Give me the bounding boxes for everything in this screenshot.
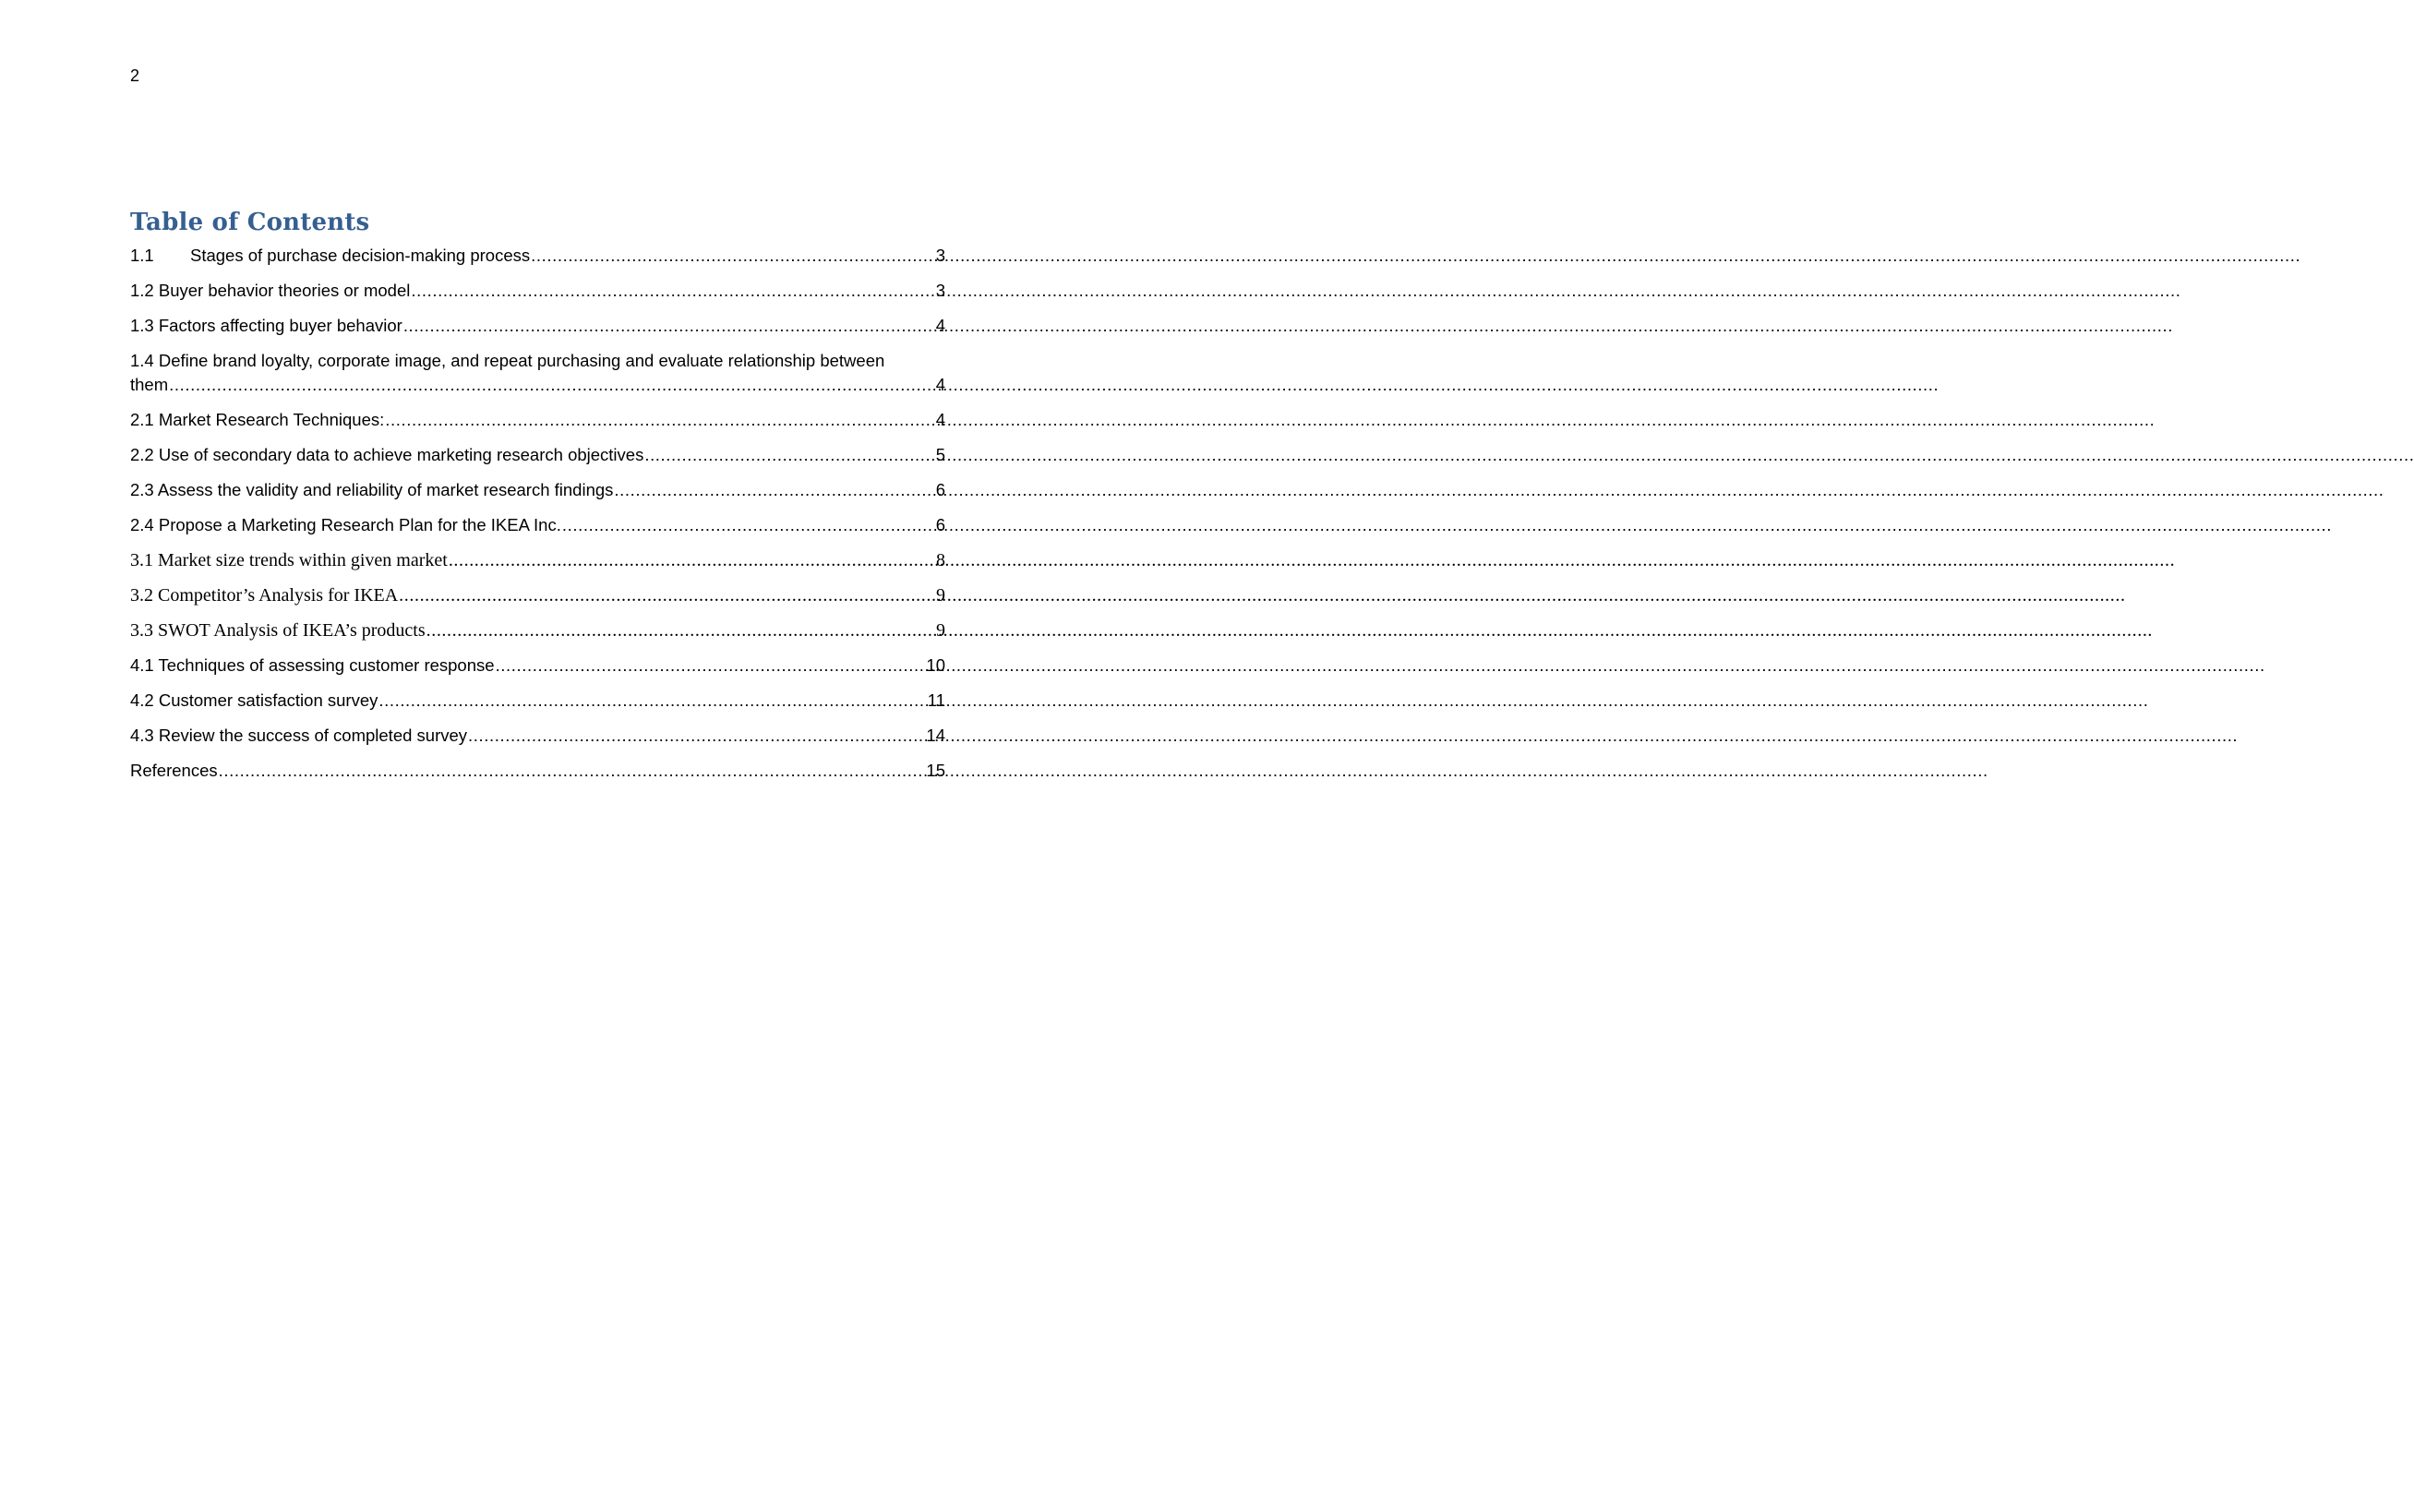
toc-entry-page: 14 [926, 726, 945, 745]
toc-entry-text: References [130, 761, 218, 780]
toc-entry-2-4[interactable] [130, 513, 945, 537]
toc-entry-text: 3.2 Competitor’s Analysis for IKEA [130, 585, 399, 606]
toc-leader-dots [496, 654, 926, 678]
toc-leader-dots [169, 373, 935, 397]
toc-entry-number: 1.1 [130, 246, 154, 265]
toc-entry-page: 5 [935, 445, 945, 464]
toc-entry-page: 4 [935, 316, 945, 335]
toc-leader-dots [219, 759, 926, 783]
toc-leader-dots [531, 244, 935, 268]
toc-entry-text: 1.3 Factors affecting buyer behavior [130, 316, 402, 335]
toc-leader-dots [644, 443, 934, 467]
toc-entry-3-2[interactable] [130, 583, 945, 607]
toc-entry-text: 4.1 Techniques of assessing customer response [130, 655, 495, 675]
toc-entry-text-line1: 1.4 Define brand loyalty, corporate image, and repeat purchasing and evaluate relationship between [130, 351, 885, 370]
toc-leader-dots [449, 548, 935, 572]
toc-entry-references[interactable] [130, 759, 945, 783]
toc-entry-1-4[interactable] [130, 349, 945, 397]
toc-leader-dots [378, 689, 926, 713]
toc-entry-text: 3.1 Market size trends within given market [130, 550, 448, 570]
toc-entry-3-1[interactable] [130, 548, 945, 572]
toc-leader-dots [562, 513, 935, 537]
toc-leader-dots [403, 314, 935, 338]
toc-entry-page: 4 [935, 375, 945, 394]
toc-entry-1-3[interactable] [130, 314, 945, 338]
toc-entry-page: 15 [926, 761, 945, 780]
toc-entry-text: Stages of purchase decision-making process [190, 246, 531, 265]
toc-entry-page: 3 [935, 246, 945, 265]
toc-entry-4-2[interactable] [130, 689, 945, 713]
toc-entry-page: 9 [936, 620, 945, 641]
toc-entry-text: 2.1 Market Research Techniques: [130, 410, 385, 429]
toc-entry-2-3[interactable] [130, 478, 945, 502]
toc-entry-4-3[interactable] [130, 724, 945, 748]
document-page [0, 0, 1069, 1512]
toc-leader-dots [399, 583, 935, 607]
toc-entry-text: 4.2 Customer satisfaction survey [130, 690, 378, 710]
toc-entry-1-2[interactable] [130, 279, 945, 303]
toc-leader-dots [411, 279, 934, 303]
toc-entry-2-1[interactable] [130, 408, 945, 432]
toc-entry-page: 4 [935, 410, 945, 429]
toc-entry-page: 8 [936, 550, 945, 570]
toc-entry-text: 2.4 Propose a Marketing Research Plan for the IKEA Inc. [130, 515, 561, 534]
toc-entry-page: 9 [936, 585, 945, 606]
toc-entry-1-1[interactable] [130, 244, 945, 268]
toc-entry-page: 6 [935, 515, 945, 534]
toc-entry-page: 10 [926, 655, 945, 675]
toc-entry-text: 2.2 Use of secondary data to achieve marketing research objectives [130, 445, 644, 464]
toc-leader-dots [468, 724, 925, 748]
toc-entry-page: 6 [935, 480, 945, 499]
toc-title: Table of Contents [130, 209, 370, 236]
page-number: 2 [130, 66, 140, 85]
toc-entry-text: 1.2 Buyer behavior theories or model [130, 281, 411, 300]
toc-entry-text: 4.3 Review the success of completed survey [130, 726, 468, 745]
toc-leader-dots [385, 408, 934, 432]
toc-entry-text: 2.3 Assess the validity and reliability of market research findings [130, 480, 614, 499]
table-of-contents [130, 244, 945, 794]
toc-entry-4-1[interactable] [130, 654, 945, 678]
toc-entry-3-3[interactable] [130, 618, 945, 642]
toc-entry-page: 3 [935, 281, 945, 300]
toc-leader-dots [426, 618, 935, 642]
toc-entry-page: 11 [927, 690, 945, 710]
toc-entry-2-2[interactable] [130, 443, 945, 467]
toc-leader-dots [614, 478, 934, 502]
toc-entry-text: 3.3 SWOT Analysis of IKEA’s products [130, 620, 426, 641]
toc-entry-text-line2: them [130, 375, 169, 394]
